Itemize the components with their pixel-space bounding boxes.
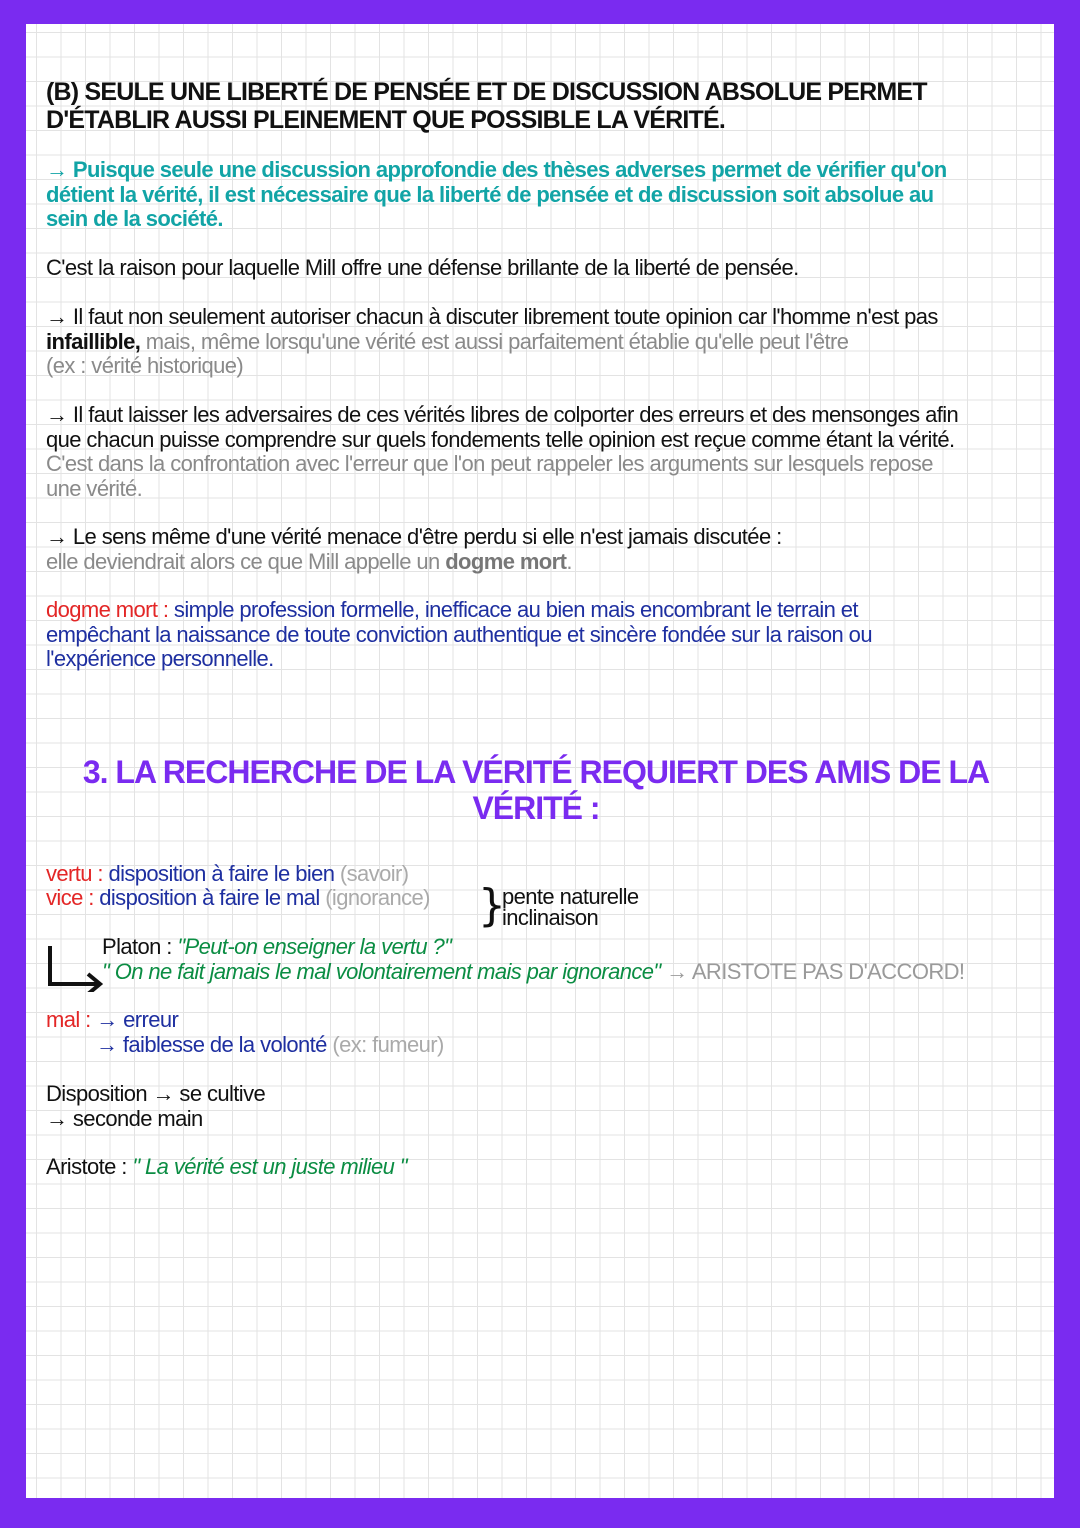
disposition-line1: Disposition → se cultive: [46, 1081, 266, 1106]
aristote-label: Aristote :: [46, 1154, 133, 1179]
point-1-line3: (ex : vérité historique): [46, 353, 244, 378]
point-1-line1: → Il faut non seulement autoriser chacun à discuter librement toute opinion car l'homme n'est pas: [46, 304, 938, 329]
mal-line1: [46, 1008, 1036, 1033]
point-1-line2: [46, 330, 1036, 355]
definition-line3: l'expérience personnelle.: [46, 646, 274, 671]
vertu-def: disposition à faire le bien: [102, 861, 340, 886]
section-b-title-line2: D'ÉTABLIR AUSSI PLEINEMENT QUE POSSIBLE LA VÉRITÉ.: [46, 106, 725, 134]
point-1-gray: mais, même lorsqu'une vérité est aussi parfaitement établie qu'elle peut l'être: [140, 328, 849, 354]
platon-label: Platon :: [102, 934, 178, 959]
thesis-line1: → Puisque seule une discussion approfondie des thèses adverses permet de vérifier qu'on: [46, 157, 947, 182]
point-3-line2: [46, 550, 1036, 575]
section-3-title-line2: VÉRITÉ :: [472, 790, 600, 826]
aristote-quote-block: [46, 1155, 1036, 1180]
platon-line2: [102, 960, 1042, 985]
vertu-term: vertu :: [46, 861, 103, 886]
mal-item2: → faiblesse de la volonté: [96, 1031, 327, 1057]
point-1-bold: infaillible,: [46, 328, 141, 354]
point-1: [46, 305, 1036, 379]
mill-intro: C'est la raison pour laquelle Mill offre une défense brillante de la liberté de pensée.: [46, 255, 799, 280]
vice-def: disposition à faire le mal: [93, 885, 326, 910]
section-b-title-line1: (B) SEULE UNE LIBERTÉ DE PENSÉE ET DE DISCUSSION ABSOLUE PERMET: [46, 78, 927, 106]
definition-text1: simple profession formelle, inefficace au bien mais encombrant le terrain et: [168, 597, 858, 622]
mal-item2-note: (ex: fumeur): [326, 1031, 444, 1057]
mal-term: mal :: [46, 1007, 91, 1032]
definition-dogme-mort: [46, 598, 1036, 672]
mal-definition: [46, 1008, 1036, 1057]
aristote-quote: " La vérité est un juste milieu ": [132, 1154, 407, 1179]
section-3-title-line1: 3. LA RECHERCHE DE LA VÉRITÉ REQUIERT DES AMIS DE LA: [82, 754, 990, 790]
section-b-title: [46, 78, 1036, 134]
brace-note-1: pente naturelle: [502, 884, 639, 909]
platon-line1: [102, 935, 1042, 960]
vertu-definition: [46, 862, 1036, 887]
point-2-line4: une vérité.: [46, 475, 143, 501]
thesis-line3: sein de la société.: [46, 206, 223, 231]
dogme-mort-highlight: dogme mort: [445, 548, 567, 574]
disposition-block: [46, 1082, 1036, 1131]
brace-note-2: inclinaison: [502, 905, 599, 930]
notebook-page: [26, 24, 1054, 1498]
definition-line2: empêchant la naissance de toute conviction authentique et sincère fondée sur la raison ou: [46, 621, 872, 647]
point-3-text: elle deviendrait alors ce que Mill appelle un: [46, 548, 446, 574]
aristote-disagree: → ARISTOTE PAS D'ACCORD!: [660, 958, 965, 984]
platon-block: [102, 935, 1042, 984]
platon-quote2: " On ne fait jamais le mal volontairement mais par ignorance": [102, 958, 661, 984]
point-3-end: .: [566, 548, 572, 574]
thesis-line2: détient la vérité, il est nécessaire que la liberté de pensée et de discussion soit absolue au: [46, 181, 934, 207]
point-2-line3: C'est dans la confrontation avec l'erreur que l'on peut rappeler les arguments sur lesquels repose: [46, 451, 933, 476]
mal-line2: [46, 1033, 1036, 1058]
brace-notes: [502, 886, 802, 928]
corner-arrow-icon: [44, 942, 106, 992]
vertu-note: (savoir): [339, 861, 409, 886]
platon-quote1: "Peut-on enseigner la vertu ?": [177, 934, 452, 959]
point-2: [46, 403, 1036, 501]
mal-item1: → erreur: [90, 1007, 179, 1032]
disposition-line2: → seconde main: [46, 1105, 203, 1131]
definition-term: dogme mort :: [46, 597, 169, 622]
section-3-title: [36, 754, 1036, 826]
point-2-line1: → Il faut laisser les adversaires de ces vérités libres de colporter des erreurs et des mensonges afin: [46, 402, 959, 427]
vice-definition: [46, 886, 486, 911]
curly-brace-icon: }: [478, 880, 506, 931]
point-2-line2: que chacun puisse comprendre sur quels fondements telle opinion est reçue comme étant la vérité.: [46, 426, 955, 452]
point-3: [46, 525, 1036, 574]
vice-note: (ignorance): [325, 885, 430, 910]
vice-term: vice :: [46, 885, 94, 910]
point-3-line1: → Le sens même d'une vérité menace d'être perdu si elle n'est jamais discutée :: [46, 524, 782, 549]
thesis-paragraph: [46, 158, 1036, 232]
definition-line1: [46, 598, 1036, 623]
